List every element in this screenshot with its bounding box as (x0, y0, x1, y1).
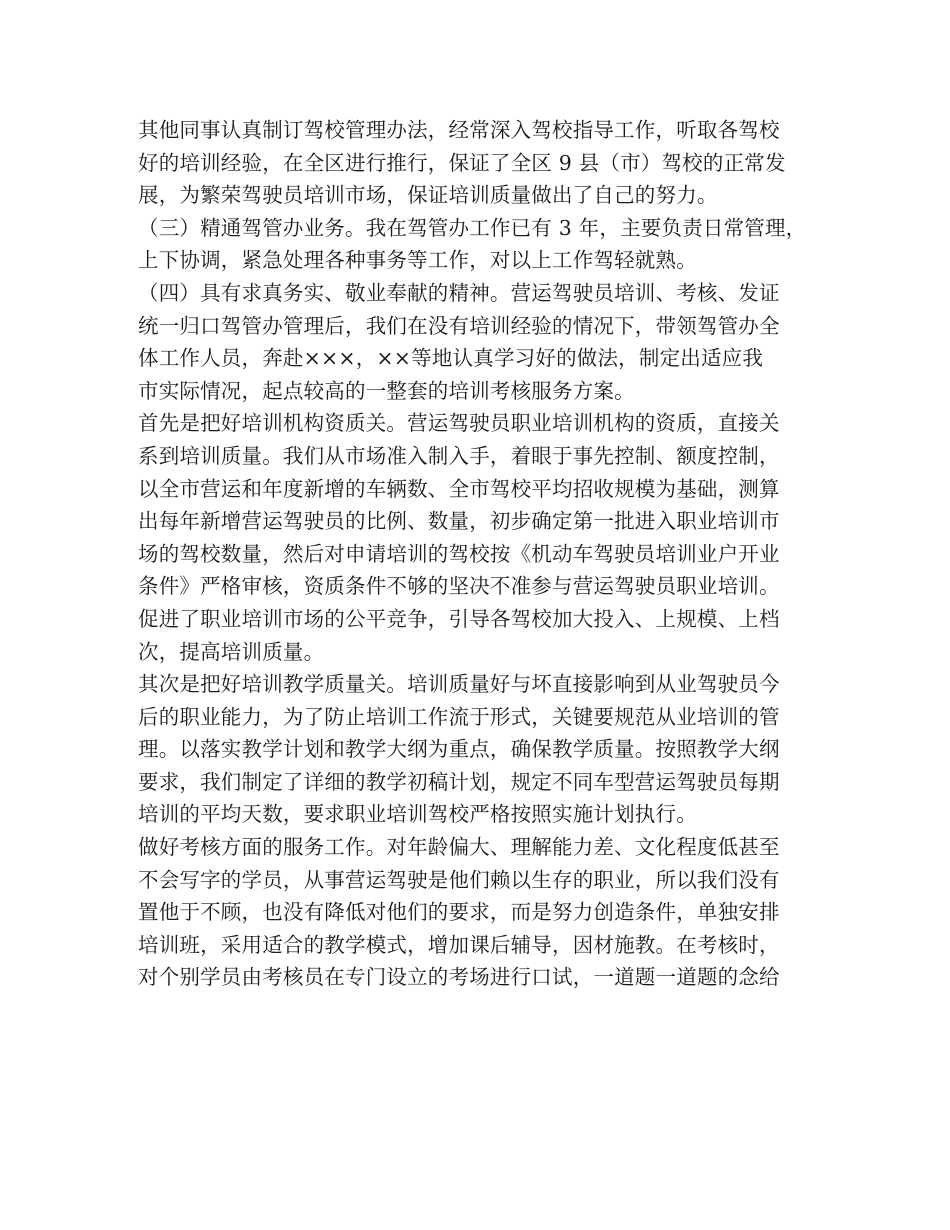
text-line: 首先是把好培训机构资质关。营运驾驶员职业培训机构的资质，直接关 (138, 411, 780, 436)
text-line: 后的职业能力，为了防止培训工作流于形式，关键要规范从业培训的管 (138, 704, 780, 729)
text-line: 市实际情况，起点较高的一整套的培训考核服务方案。 (138, 378, 635, 403)
text-line: 要求，我们制定了详细的教学初稿计划，规定不同车型营运驾驶员每期 (138, 769, 780, 794)
text-line: 不会写字的学员，从事营运驾驶是他们赖以生存的职业，所以我们没有 (138, 867, 780, 892)
text-line: 其次是把好培训教学质量关。培训质量好与坏直接影响到从业驾驶员今 (138, 672, 780, 697)
text-line: （三）精通驾管办业务。我在驾管办工作已有 3 年，主要负责日常管理， (138, 215, 807, 240)
text-line: 体工作人员，奔赴×××，××等地认真学习好的做法，制定出适应我 (138, 346, 764, 371)
document-body-text (138, 114, 828, 994)
text-line: 其他同事认真制订驾校管理办法，经常深入驾校指导工作，听取各驾校 (138, 118, 780, 142)
text-line: 促进了职业培训市场的公平竞争，引导各驾校加大投入、上规模、上档 (138, 606, 780, 631)
text-line: 培训的平均天数，要求职业培训驾校严格按照实施计划执行。 (138, 802, 697, 827)
text-line: 置他于不顾，也没有降低对他们的要求，而是努力创造条件，单独安排 (138, 900, 780, 925)
text-line: 条件》严格审核，资质条件不够的坚决不准参与营运驾驶员职业培训。 (138, 574, 780, 599)
text-line: 展，为繁荣驾驶员培训市场，保证培训质量做出了自己的努力。 (138, 183, 718, 208)
text-line: 好的培训经验，在全区进行推行，保证了全区 9 县（市）驾校的正常发 (138, 150, 786, 175)
text-line: 出每年新增营运驾驶员的比例、数量，初步确定第一批进入职业培训市 (138, 509, 780, 534)
text-line: 上下协调，紧急处理各种事务等工作，对以上工作驾轻就熟。 (138, 248, 697, 273)
text-line: 系到培训质量。我们从市场准入制入手，着眼于事先控制、额度控制， (138, 443, 780, 468)
text-line: 次，提高培训质量。 (138, 639, 325, 664)
text-line: （四）具有求真务实、敬业奉献的精神。营运驾驶员培训、考核、发证 (138, 280, 780, 305)
text-line: 对个别学员由考核员在专门设立的考场进行口试，一道题一道题的念给 (138, 965, 780, 990)
text-line: 理。以落实教学计划和教学大纲为重点，确保教学质量。按照教学大纲 (138, 737, 780, 762)
text-line: 做好考核方面的服务工作。对年龄偏大、理解能力差、文化程度低甚至 (138, 835, 780, 860)
text-line: 培训班，采用适合的教学模式，增加课后辅导，因材施教。在考核时， (138, 932, 780, 957)
text-line: 以全市营运和年度新增的车辆数、全市驾校平均招收规模为基础，测算 (138, 476, 780, 501)
text-line: 场的驾校数量，然后对申请培训的驾校按《机动车驾驶员培训业户开业 (138, 541, 780, 566)
text-line: 统一归口驾管办管理后，我们在没有培训经验的情况下，带领驾管办全 (138, 313, 780, 338)
